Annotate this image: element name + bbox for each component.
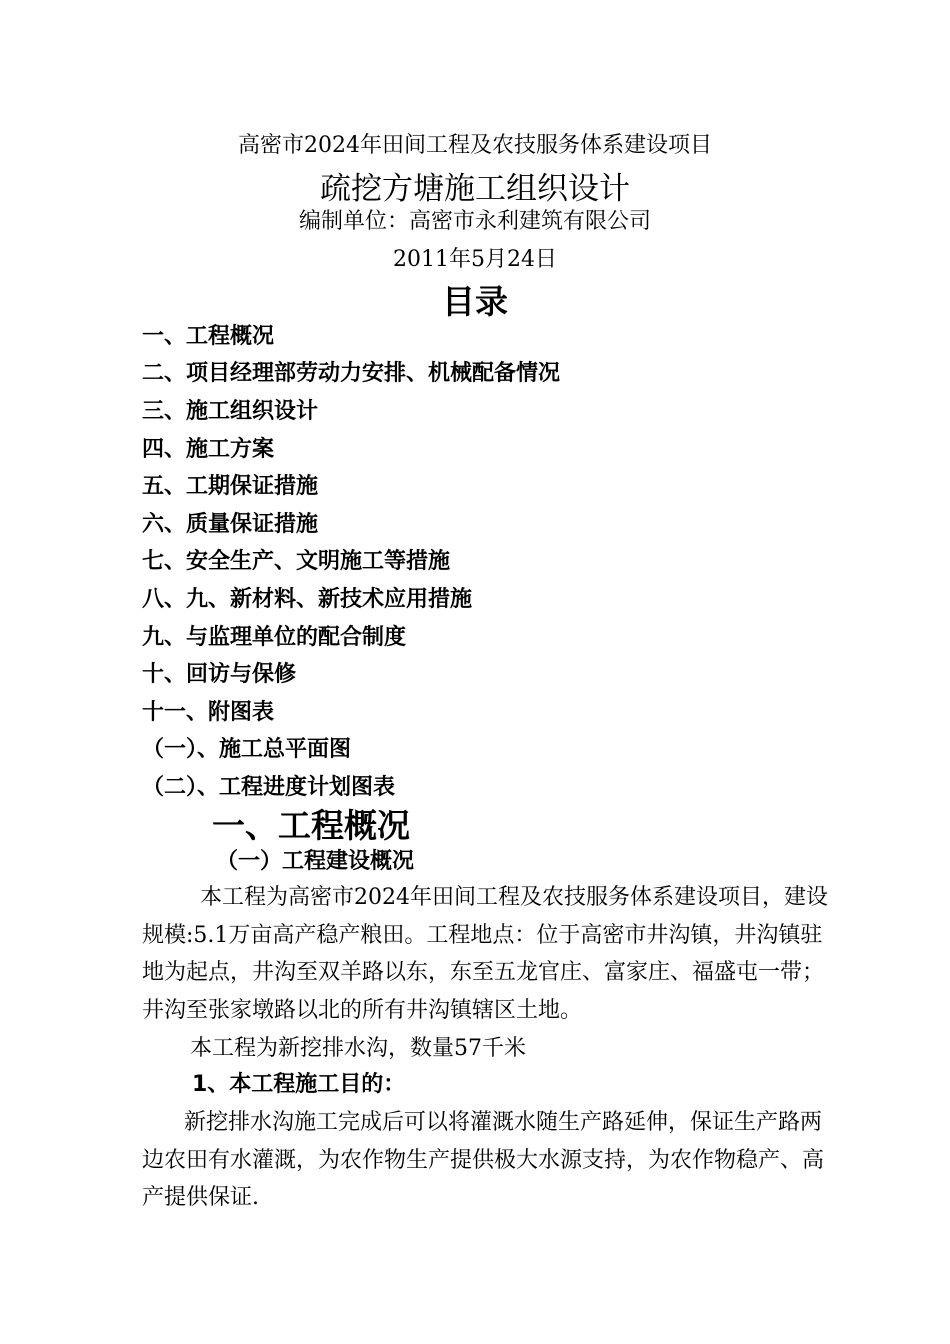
purpose-paragraph: 新挖排水沟施工完成后可以将灌溉水随生产路延伸，保证生产路两边农田有水灌溉，为农作物生产提供极大水源支持，为农作物稳产、高产提供保证.	[142, 1110, 825, 1210]
toc-item: 五、工期保证措施	[142, 474, 319, 499]
document-title: 疏挖方塘施工组织设计	[320, 171, 630, 207]
toc-item: 三、施工组织设计	[142, 399, 319, 424]
scope-paragraph: 本工程为新挖排水沟，数量57千米	[190, 1036, 526, 1061]
toc-item: 一、工程概况	[142, 324, 275, 349]
toc-item: （二）、工程进度计划图表	[142, 775, 396, 800]
toc-item: 八、九、新材料、新技术应用措施	[142, 587, 473, 612]
toc-item: 二、项目经理部劳动力安排、机械配备情况	[142, 361, 561, 386]
toc-item: （一）、施工总平面图	[142, 737, 352, 762]
toc-item: 九、与监理单位的配合制度	[142, 625, 407, 650]
toc-item: 六、质量保证措施	[142, 512, 319, 537]
overview-paragraph: 本工程为高密市2024年田间工程及农技服务体系建设项目，建设规模:5.1万亩高产稳产粮田。工程地点：位于高密市井沟镇，井沟镇驻地为起点，井沟至双羊路以东，东至五龙官庄、富家庄、福盛屯一带；井沟至张家墩路以北的所有井沟镇辖区土地。	[142, 885, 828, 1023]
subsection-heading: （一）工程建设概况	[216, 849, 415, 874]
toc-item: 七、安全生产、文明施工等措施	[142, 549, 451, 574]
toc-item: 十、回访与保修	[142, 662, 297, 687]
project-line: 高密市2024年田间工程及农技服务体系建设项目	[238, 133, 712, 158]
compiling-unit: 编制单位：高密市永利建筑有限公司	[298, 209, 651, 234]
toc-item: 四、施工方案	[142, 437, 275, 462]
section-heading: 一、工程概况	[212, 806, 410, 845]
purpose-heading: 1、本工程施工目的：	[192, 1072, 406, 1097]
toc-title: 目录	[442, 282, 508, 321]
toc-item: 十一、附图表	[142, 700, 275, 725]
document-date: 2011年5月24日	[393, 247, 557, 272]
